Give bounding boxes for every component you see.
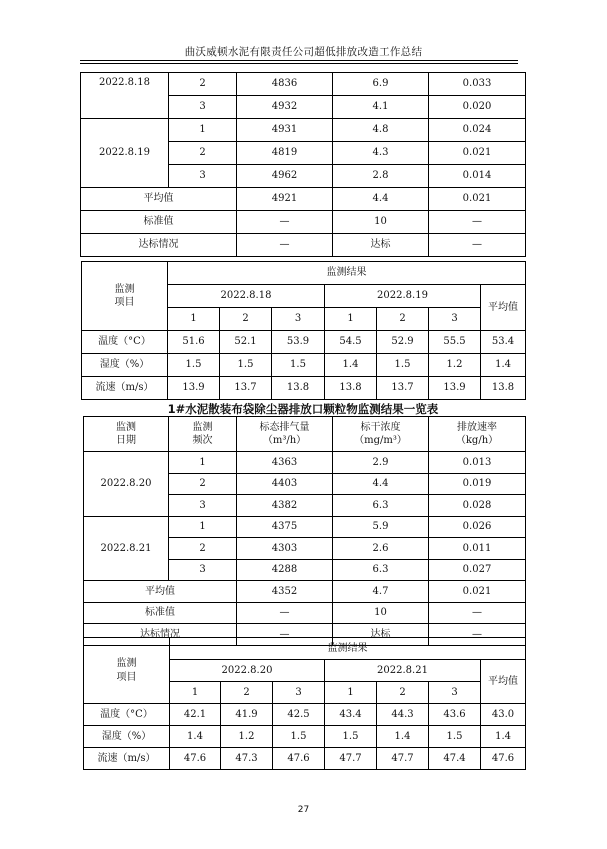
rate-cell: — [429,211,526,234]
value-cell: 1.2 [429,354,481,377]
results-header: 监测结果 [170,638,526,660]
freq-cell: 2 [169,142,237,165]
flow-cell: — [237,234,333,257]
emission-table [83,416,526,646]
value-cell: 13.9 [429,377,481,400]
freq-cell: 3 [169,165,237,188]
rate-header: 排放速率 （kg/h） [429,417,526,452]
value-cell: 53.9 [272,331,325,354]
conc-cell: 10 [333,602,429,624]
value-cell: 1.5 [220,354,272,377]
rate-cell: 0.013 [429,452,526,474]
avg-cell: 53.4 [481,331,526,354]
conc-cell: 6.9 [333,73,429,96]
flow-cell: — [237,602,333,624]
compliance-row [81,234,526,257]
value-cell: 47.3 [221,748,273,770]
value-cell: 47.7 [325,748,377,770]
run-header: 3 [429,308,481,331]
value-cell: 41.9 [221,704,273,726]
flow-cell: 4403 [237,473,333,495]
value-cell: 55.5 [429,331,481,354]
conc-cell: 4.1 [333,96,429,119]
conc-cell: 达标 [333,234,429,257]
flow-cell: 4352 [237,581,333,603]
date-header: 2022.8.21 [325,660,481,682]
run-header: 1 [170,682,221,704]
avg-cell: 13.8 [481,377,526,400]
table-row [81,119,526,142]
emission-table-continued [80,72,526,257]
average-header: 平均值 [481,285,526,331]
compliance-label: 达标情况 [84,624,237,646]
value-cell: 1.5 [377,354,429,377]
freq-cell: 3 [169,495,237,517]
rate-cell: — [429,234,526,257]
flow-header: 标态排气量 （m³/h） [237,417,333,452]
table-row [82,354,526,377]
conc-cell: 2.8 [333,165,429,188]
rate-cell: 0.028 [429,495,526,517]
average-row [84,581,526,603]
rate-cell: 0.019 [429,473,526,495]
value-cell: 44.3 [377,704,429,726]
table-row [84,452,526,474]
average-label: 平均值 [84,581,237,603]
run-header: 3 [273,682,325,704]
run-header: 1 [325,682,377,704]
value-cell: 13.8 [272,377,325,400]
freq-cell: 1 [169,452,237,474]
average-row [81,188,526,211]
header-rule [80,60,518,61]
rate-cell: 0.026 [429,516,526,538]
value-cell: 13.7 [377,377,429,400]
conc-cell: 4.4 [333,188,429,211]
value-cell: 1.4 [170,726,221,748]
flow-cell: — [237,624,333,646]
compliance-label: 达标情况 [81,234,237,257]
header-row [84,417,526,452]
page-header: 曲沃威顿水泥有限责任公司超低排放改造工作总结 [184,46,423,58]
date-header: 监测 日期 [84,417,169,452]
conc-cell: 4.3 [333,142,429,165]
flow-cell: 4819 [237,142,333,165]
item-header: 监测 项目 [84,638,170,704]
flow-cell: 4363 [237,452,333,474]
run-header: 2 [220,308,272,331]
conc-cell: 4.4 [333,473,429,495]
value-cell: 1.5 [168,354,220,377]
freq-cell: 2 [169,538,237,560]
flow-cell: 4962 [237,165,333,188]
rate-cell: 0.014 [429,165,526,188]
avg-cell: 1.4 [481,354,526,377]
value-cell: 1.2 [221,726,273,748]
value-cell: 42.5 [273,704,325,726]
parameters-table-2 [83,637,526,770]
avg-cell: 1.4 [481,726,526,748]
rate-cell: 0.021 [429,188,526,211]
run-header: 1 [325,308,377,331]
table-row [81,73,526,96]
run-header: 3 [429,682,481,704]
flow-cell: 4836 [237,73,333,96]
date-cell: 2022.8.20 [84,452,169,517]
table-title: 1#水泥散装布袋除尘器排放口颗粒物监测结果一览表 [167,402,439,416]
table-row [84,726,526,748]
avg-cell: 43.0 [481,704,526,726]
flow-cell: 4288 [237,559,333,581]
standard-row [81,211,526,234]
run-header: 1 [168,308,220,331]
freq-cell: 1 [169,516,237,538]
results-header: 监测结果 [168,262,526,285]
value-cell: 1.5 [325,726,377,748]
rate-cell: 0.024 [429,119,526,142]
conc-cell: 6.3 [333,559,429,581]
value-cell: 42.1 [170,704,221,726]
freq-cell: 3 [169,96,237,119]
value-cell: 47.7 [377,748,429,770]
conc-cell: 2.9 [333,452,429,474]
flow-cell: — [237,211,333,234]
row-label: 湿度（%） [82,354,168,377]
avg-cell: 47.6 [481,748,526,770]
date-cell: 2022.8.21 [84,516,169,581]
parameters-table-1 [81,261,526,400]
standard-row [84,602,526,624]
rate-cell: 0.021 [429,142,526,165]
flow-cell: 4382 [237,495,333,517]
freq-header: 监测 频次 [169,417,237,452]
date-header: 2022.8.19 [325,285,481,308]
rate-cell: 0.020 [429,96,526,119]
value-cell: 1.5 [273,726,325,748]
table-row [82,331,526,354]
freq-cell: 3 [169,559,237,581]
date-header: 2022.8.18 [168,285,325,308]
value-cell: 13.8 [325,377,377,400]
header-rule-thin [80,63,518,64]
value-cell: 1.4 [325,354,377,377]
table-row [84,748,526,770]
conc-cell: 达标 [333,624,429,646]
flow-cell: 4931 [237,119,333,142]
value-cell: 43.4 [325,704,377,726]
table-row [84,704,526,726]
date-header: 2022.8.20 [170,660,325,682]
flow-cell: 4932 [237,96,333,119]
conc-cell: 10 [333,211,429,234]
conc-cell: 5.9 [333,516,429,538]
rate-cell: 0.011 [429,538,526,560]
rate-cell: 0.033 [429,73,526,96]
table-row [84,638,526,660]
value-cell: 47.6 [170,748,221,770]
flow-cell: 4375 [237,516,333,538]
run-header: 3 [272,308,325,331]
average-label: 平均值 [81,188,237,211]
flow-cell: 4303 [237,538,333,560]
value-cell: 47.6 [273,748,325,770]
value-cell: 13.9 [168,377,220,400]
row-label: 温度（°C） [84,704,170,726]
value-cell: 51.6 [168,331,220,354]
item-header: 监测 项目 [82,262,168,331]
value-cell: 43.6 [429,704,481,726]
table-row [84,516,526,538]
average-header: 平均值 [481,660,526,704]
row-label: 流速（m/s） [84,748,170,770]
value-cell: 52.9 [377,331,429,354]
value-cell: 1.5 [429,726,481,748]
row-label: 温度（°C） [82,331,168,354]
date-cell: 2022.8.19 [81,119,169,188]
table-row [82,262,526,285]
standard-label: 标准值 [84,602,237,624]
rate-cell: — [429,602,526,624]
date-cell: 2022.8.18 [81,73,169,119]
value-cell: 54.5 [325,331,377,354]
run-header: 2 [221,682,273,704]
value-cell: 47.4 [429,748,481,770]
freq-cell: 2 [169,73,237,96]
conc-cell: 4.7 [333,581,429,603]
row-label: 流速（m/s） [82,377,168,400]
rate-cell: 0.027 [429,559,526,581]
value-cell: 52.1 [220,331,272,354]
rate-cell: 0.021 [429,581,526,603]
conc-cell: 6.3 [333,495,429,517]
value-cell: 1.4 [377,726,429,748]
rate-cell: — [429,624,526,646]
page-number: 27 [297,805,310,815]
standard-label: 标准值 [81,211,237,234]
run-header: 2 [377,308,429,331]
value-cell: 1.5 [272,354,325,377]
value-cell: 13.7 [220,377,272,400]
conc-cell: 2.6 [333,538,429,560]
conc-cell: 4.8 [333,119,429,142]
run-header: 2 [377,682,429,704]
conc-header: 标干浓度 （mg/m³） [333,417,429,452]
freq-cell: 1 [169,119,237,142]
row-label: 湿度（%） [84,726,170,748]
freq-cell: 2 [169,473,237,495]
flow-cell: 4921 [237,188,333,211]
table-row [82,377,526,400]
